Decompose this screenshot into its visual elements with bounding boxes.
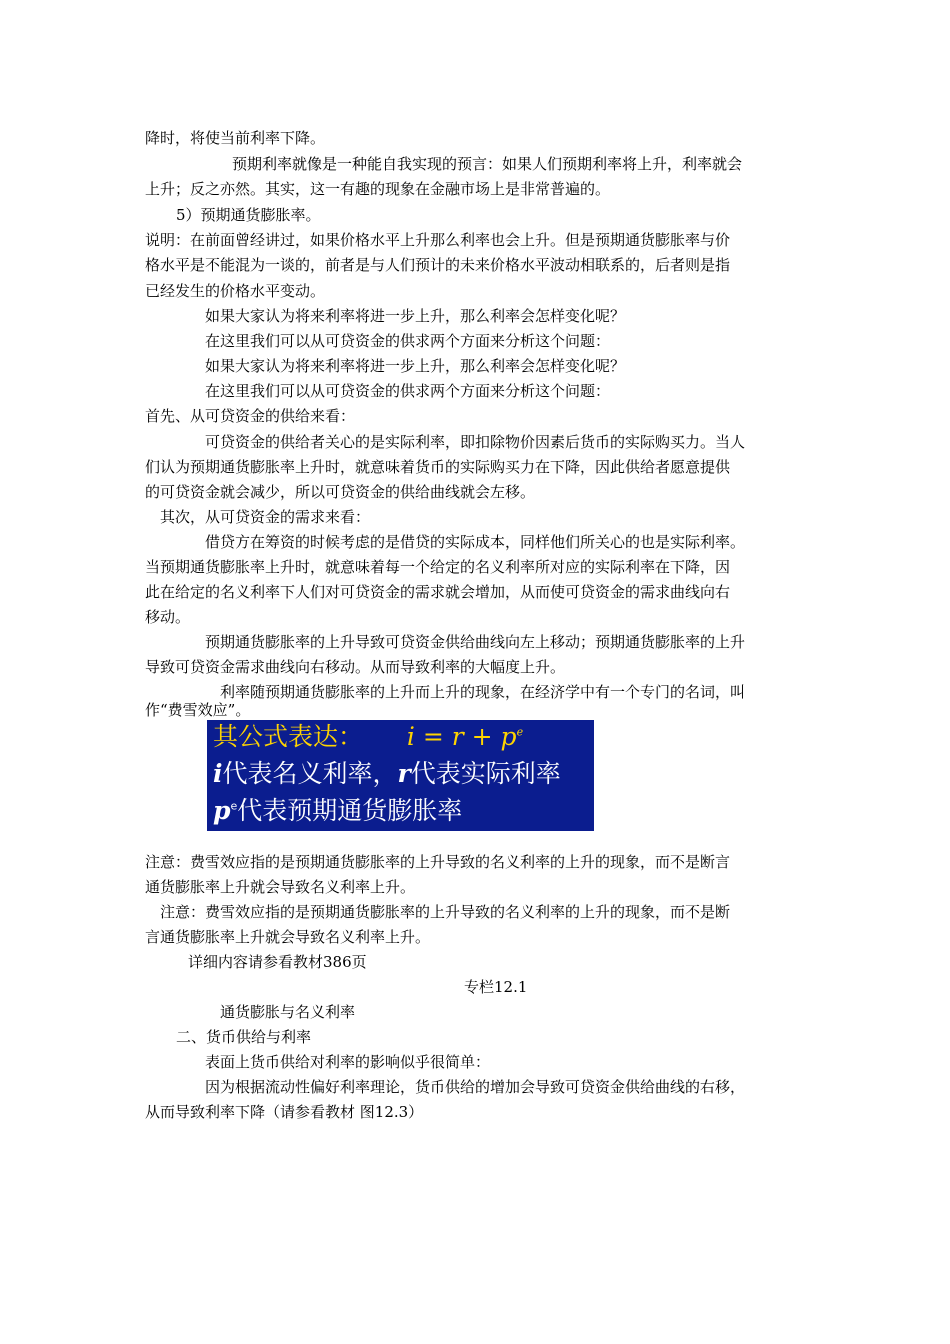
text-line: 利率随预期通货膨胀率的上升而上升的现象，在经济学中有一个专门的名词，叫 xyxy=(220,683,746,701)
figure-formula: $i = r + p^e$ xyxy=(406,722,524,751)
text-line: 言通货膨胀率上升就会导致名义利率上升。 xyxy=(145,928,431,946)
text-line: 在这里我们可以从可贷资金的供求两个方面来分析这个问题： xyxy=(205,332,611,350)
text-line: 其次，从可贷资金的需求来看： xyxy=(160,508,371,526)
section-box-label: 专栏12.1 xyxy=(464,978,528,996)
figure-line-1 xyxy=(213,722,523,752)
text-line: 预期利率就像是一种能自我实现的预言：如果人们预期利率将上升，利率就会 xyxy=(232,155,743,173)
text-line: 5）预期通货膨胀率。 xyxy=(176,206,321,224)
text-line: 从而导致利率下降（请参看教材 图12.3） xyxy=(145,1103,424,1121)
text-line: 降时，将使当前利率下降。 xyxy=(145,129,326,147)
text-line: 如果大家认为将来利率将进一步上升，那么利率会怎样变化呢？ xyxy=(205,357,626,375)
text-line: 通货膨胀率上升就会导致名义利率上升。 xyxy=(145,878,416,896)
text-line: 可贷资金的供给者关心的是实际利率，即扣除物价因素后货币的实际购买力。当人 xyxy=(205,433,746,451)
text-line: 当预期通货膨胀率上升时，就意味着每一个给定的名义利率所对应的实际利率在下降，因 xyxy=(145,558,731,576)
text-line: 如果大家认为将来利率将进一步上升，那么利率会怎样变化呢？ xyxy=(205,307,626,325)
text-line: 此在给定的名义利率下人们对可贷资金的需求就会增加，从而使可贷资金的需求曲线向右 xyxy=(145,583,731,601)
text-line: 移动。 xyxy=(145,608,191,626)
text-line: 详细内容请参看教材386页 xyxy=(188,953,367,971)
text-line: 已经发生的价格水平变动。 xyxy=(145,282,326,300)
figure-line-3: $p^e$代表预期通货膨胀率 xyxy=(213,796,463,825)
text-line: 通货膨胀与名义利率 xyxy=(220,1003,356,1021)
text-line: 注意：费雪效应指的是预期通货膨胀率的上升导致的名义利率的上升的现象，而不是断言 xyxy=(145,853,731,871)
text-line: 表面上货币供给对利率的影响似乎很简单： xyxy=(205,1053,491,1071)
section-heading: 二、货币供给与利率 xyxy=(176,1028,312,1046)
text-line: 导致可贷资金需求曲线向右移动。从而导致利率的大幅度上升。 xyxy=(145,658,566,676)
fisher-formula-figure xyxy=(207,720,594,831)
text-line: 首先、从可贷资金的供给来看： xyxy=(145,407,356,425)
text-line: 的可贷资金就会减少，所以可贷资金的供给曲线就会左移。 xyxy=(145,483,536,501)
text-line: 借贷方在筹资的时候考虑的是借贷的实际成本，同样他们所关心的也是实际利率。 xyxy=(205,533,746,551)
text-line: 预期通货膨胀率的上升导致可贷资金供给曲线向左上移动；预期通货膨胀率的上升 xyxy=(205,633,746,651)
figure-label: 其公式表达： xyxy=(213,722,364,751)
text-line: 说明：在前面曾经讲过，如果价格水平上升那么利率也会上升。但是预期通货膨胀率与价 xyxy=(145,231,731,249)
text-line: 们认为预期通货膨胀率上升时，就意味着货币的实际购买力在下降，因此供给者愿意提供 xyxy=(145,458,731,476)
text-line: 作“费雪效应”。 xyxy=(145,701,251,719)
text-line: 因为根据流动性偏好利率理论，货币供给的增加会导致可贷资金供给曲线的右移， xyxy=(205,1078,746,1096)
text-line: 在这里我们可以从可贷资金的供求两个方面来分析这个问题： xyxy=(205,382,611,400)
text-line: 注意：费雪效应指的是预期通货膨胀率的上升导致的名义利率的上升的现象，而不是断 xyxy=(160,903,731,921)
figure-line-2: i代表名义利率，r代表实际利率 xyxy=(213,759,561,788)
text-line: 上升；反之亦然。其实，这一有趣的现象在金融市场上是非常普遍的。 xyxy=(145,180,611,198)
text-line: 格水平是不能混为一谈的，前者是与人们预计的未来价格水平波动相联系的，后者则是指 xyxy=(145,256,731,274)
